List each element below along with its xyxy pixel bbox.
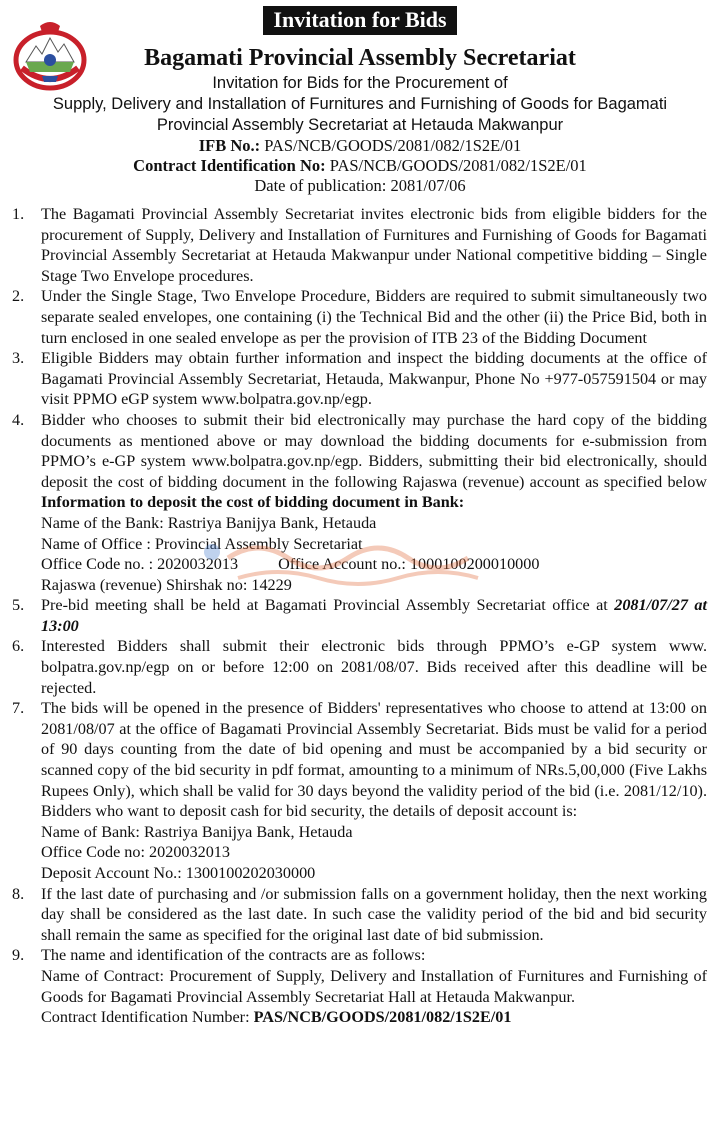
clause-6 xyxy=(10,636,707,698)
office-name: Name of Office : Provincial Assembly Secretariat xyxy=(41,534,363,553)
subtitle-line-1: Invitation for Bids for the Procurement of xyxy=(212,74,508,92)
deposit-heading: Information to deposit the cost of bidding document in Bank: xyxy=(41,493,465,512)
contract-value: PAS/NCB/GOODS/2081/082/1S2E/01 xyxy=(329,156,587,175)
clause-5 xyxy=(10,595,707,636)
clause-3 xyxy=(10,348,707,410)
clause-number: 2. xyxy=(12,287,25,306)
clause-text: The Bagamati Provincial Assembly Secretariat invites electronic bids from eligible bidders for the procurement of Supply, Delivery and Installation of Furnitures and Furnishing of Goods for Bagamati Provincial Assembly Secretariat at Hetauda Makwanpur under National competitive bidding – Single Stage Two Envelope procedures. xyxy=(41,205,707,285)
clause-list xyxy=(10,204,707,1028)
prebid-datetime: 2081/07/27 at 13:00 xyxy=(41,596,707,635)
contract-name: Name of Contract: Procurement of Supply, Delivery and Installation of Furnitures and Furnishing of Goods for Bagamati Provincial Assembly Secretariat Hall at Hetauda Makwanpur. xyxy=(41,966,707,1006)
clause-text: Under the Single Stage, Two Envelope Procedure, Bidders are required to submit simultaneously two separate sealed envelopes, one containing (i) the Technical Bid and the other (ii) the Price Bid, both in turn enclosed in one sealed envelope as per the provision of ITB 23 of the Bidding Document xyxy=(41,287,707,347)
office-code: Office Code no: 2020032013 xyxy=(41,843,230,862)
clause-8 xyxy=(10,884,707,946)
revenue-shirshak: Rajaswa (revenue) Shirshak no: 14229 xyxy=(41,575,292,594)
clause-1 xyxy=(10,204,707,286)
bank-name: Name of the Bank: Rastriya Banijya Bank, Hetauda xyxy=(41,513,377,532)
clause-number: 5. xyxy=(12,596,25,615)
ifb-value: PAS/NCB/GOODS/2081/082/1S2E/01 xyxy=(264,136,522,155)
clause-text: If the last date of purchasing and /or submission falls on a government holiday, then the next working day shall be considered as the last date. In such case the validity period of the bid and bid security shall remain the same as specified for the original last date of bid submission. xyxy=(41,884,707,944)
office-account: Office Account no.: 1000100200010000 xyxy=(278,555,540,574)
clause-number: 9. xyxy=(12,946,25,965)
clause-4 xyxy=(10,410,707,595)
subtitle-line-3: Provincial Assembly Secretariat at Hetauda Makwanpur xyxy=(156,116,564,134)
clause-text: Interested Bidders shall submit their electronic bids through PPMO’s e-GP system www. bolpatra.gov.np/egp on or before 12:00 on 2081/08/07. Bids received after this deadline will be rejected. xyxy=(41,637,707,697)
clause-number: 7. xyxy=(12,699,25,718)
clause-text: Eligible Bidders may obtain further information and inspect the bidding documents at the office of Bagamati Provincial Assembly Secretariat, Hetauda, Makwanpur, Phone No +977-057591504 or may visit PPMO eGP system www.bolpatra.gov.np/egp. xyxy=(41,349,707,409)
banner-wrap xyxy=(0,6,720,35)
office-code-row xyxy=(41,554,707,575)
clause-7 xyxy=(10,698,707,883)
ifb-label: IFB No.: xyxy=(198,136,261,155)
cin-label: Contract Identification Number: xyxy=(41,1008,250,1027)
cin-value: PAS/NCB/GOODS/2081/082/1S2E/01 xyxy=(253,1008,512,1027)
clause-number: 3. xyxy=(12,349,25,368)
clause-number: 8. xyxy=(12,884,25,903)
deposit-account: Deposit Account No.: 1300100202030000 xyxy=(41,864,316,882)
office-code: Office Code no. : 2020032013 xyxy=(41,555,239,574)
clause-number: 6. xyxy=(12,637,25,656)
contract-label: Contract Identification No: xyxy=(133,156,326,175)
cin-row xyxy=(41,1007,707,1028)
ifb-number xyxy=(0,136,720,156)
subtitle-line-2: Supply, Delivery and Installation of Furnitures and Furnishing of Goods for Bagamati xyxy=(52,95,668,113)
clause-text: The bids will be opened in the presence of Bidders' representatives who choose to attend at 13:00 on 2081/08/07 at the office of Bagamati Provincial Assembly Secretariat. Bids must be valid for a period of 90 days counting from the date of bid opening and must be accompanied by a bid security or scanned copy of the bid security in pdf format, amounting to a minimum of NRs.5,00,000 (Five Lakhs Rupees Only), which shall be valid for 30 days beyond the validity period of the bid (i.e. 2081/12/10). Bidders who want to deposit cash for bid security, the details of deposit account is: xyxy=(41,699,707,821)
org-name: Bagamati Provincial Assembly Secretariat xyxy=(144,45,576,71)
bank-name: Name of Bank: Rastriya Banijya Bank, Hetauda xyxy=(41,822,353,841)
clause-9 xyxy=(10,945,707,1027)
banner-title: Invitation for Bids xyxy=(263,6,456,35)
clause-text: Bidder who chooses to submit their bid electronically may purchase the hard copy of the bidding documents as mentioned above or may download the bidding documents for e-submission from PPMO’s e-GP system www.bolpatra.gov.np/egp. Bidders, submitting their bid electronically, should deposit the cost of bidding document in the following Rajaswa (revenue) account as specified below xyxy=(41,410,707,491)
clause-number: 1. xyxy=(12,205,25,223)
notice-body xyxy=(10,204,707,1028)
clause-2 xyxy=(10,286,707,348)
publication-date: Date of publication: 2081/07/06 xyxy=(254,176,466,195)
clause-number: 4. xyxy=(12,410,25,429)
clause-text: The name and identification of the contracts are as follows: xyxy=(41,946,426,965)
clause-text: Pre-bid meeting shall be held at Bagamati Provincial Assembly Secretariat office at xyxy=(41,596,608,615)
contract-id xyxy=(0,156,720,176)
header xyxy=(0,43,720,196)
